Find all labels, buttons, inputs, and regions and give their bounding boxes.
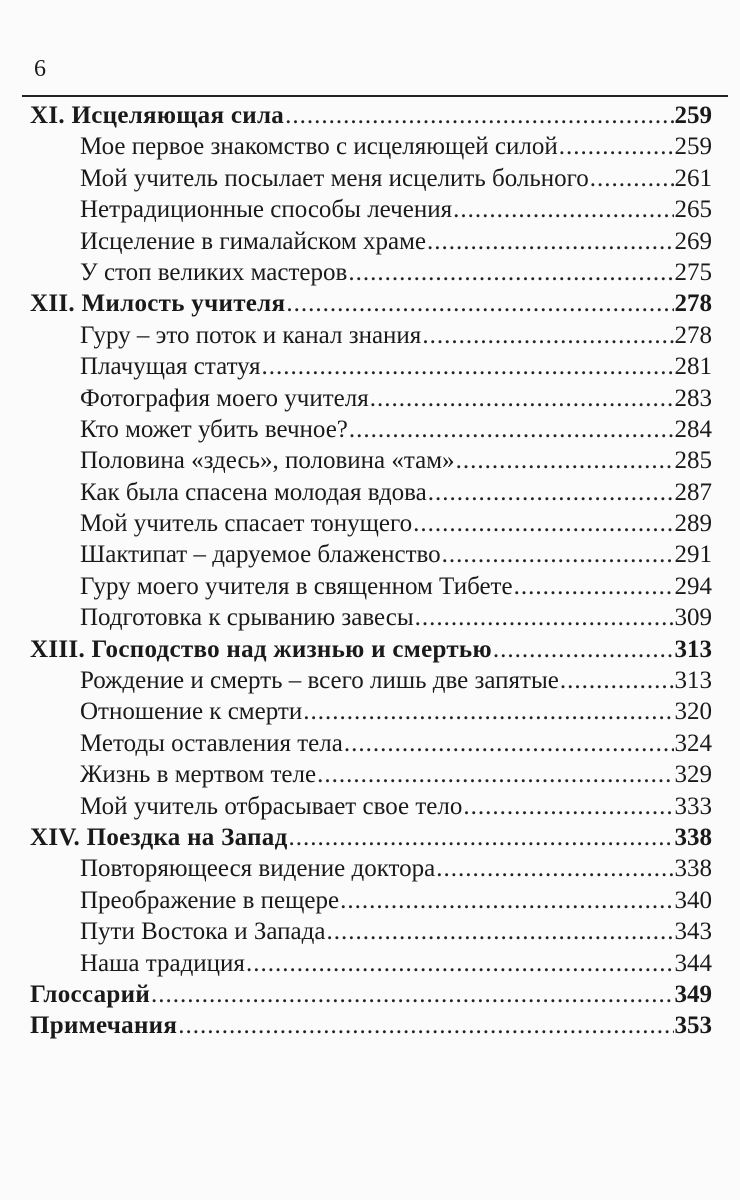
toc-entry-page: 281 bbox=[674, 353, 712, 381]
toc-entry-title: Примечания bbox=[30, 1012, 178, 1040]
toc-section-entry bbox=[30, 602, 712, 633]
dot-leader bbox=[317, 759, 673, 790]
toc-entry-page: 285 bbox=[674, 447, 712, 475]
toc-entry-title: У стоп великих мастеров bbox=[80, 258, 348, 286]
dot-leader bbox=[262, 351, 674, 382]
toc-entry-title: Как была спасена молодая вдова bbox=[80, 478, 427, 506]
toc-entry-page: 324 bbox=[674, 729, 712, 757]
toc-entry-page: 353 bbox=[674, 1012, 712, 1040]
toc-entry-page: 338 bbox=[674, 855, 712, 883]
toc-entry-page: 343 bbox=[674, 918, 712, 946]
dot-leader bbox=[303, 696, 673, 727]
dot-leader bbox=[453, 194, 673, 225]
toc-section-entry bbox=[30, 539, 712, 570]
toc-chapter-entry bbox=[30, 288, 712, 319]
toc-entry-title: Подготовка к срыванию завесы bbox=[80, 604, 414, 632]
toc-entry-title: Нетрадиционные способы лечения bbox=[80, 196, 453, 224]
toc-entry-page: 344 bbox=[674, 949, 712, 977]
dot-leader bbox=[463, 791, 673, 822]
toc-entry-page: 265 bbox=[674, 196, 712, 224]
toc-entry-title: Плачущая статуя bbox=[80, 353, 261, 381]
toc-section-entry bbox=[30, 194, 712, 225]
toc-chapter-entry bbox=[30, 634, 712, 665]
dot-leader bbox=[442, 539, 674, 570]
toc-entry-page: 261 bbox=[674, 164, 712, 192]
toc-entry-title: Мой учитель посылает меня исцелить больного bbox=[80, 164, 589, 192]
toc-entry-page: 329 bbox=[674, 761, 712, 789]
toc-section-entry bbox=[30, 665, 712, 696]
toc-entry-title: Преображение в пещере bbox=[80, 886, 340, 914]
toc-chapter-entry bbox=[30, 979, 712, 1010]
toc-entry-page: 269 bbox=[674, 227, 712, 255]
toc-chapter-entry bbox=[30, 100, 712, 131]
toc-entry-title: XII. Милость учителя bbox=[30, 290, 286, 318]
toc-entry-page: 259 bbox=[674, 133, 712, 161]
toc-section-entry bbox=[30, 916, 712, 947]
toc-section-entry bbox=[30, 853, 712, 884]
toc-entry-title: Гуру моего учителя в священном Тибете bbox=[80, 572, 513, 600]
toc-section-entry bbox=[30, 131, 712, 162]
toc-section-entry bbox=[30, 226, 712, 257]
toc-entry-title: Фотография моего учителя bbox=[80, 384, 369, 412]
toc-entry-title: Глоссарий bbox=[30, 980, 151, 1008]
toc-entry-page: 340 bbox=[674, 886, 712, 914]
toc-section-entry bbox=[30, 508, 712, 539]
toc-entry-title: Отношение к смерти bbox=[80, 698, 303, 726]
dot-leader bbox=[285, 100, 673, 131]
toc-entry-page: 338 bbox=[674, 823, 712, 851]
dot-leader bbox=[349, 414, 674, 445]
toc-section-entry bbox=[30, 257, 712, 288]
toc-entry-page: 333 bbox=[674, 792, 712, 820]
toc-section-entry bbox=[30, 414, 712, 445]
toc-section-entry bbox=[30, 477, 712, 508]
dot-leader bbox=[344, 728, 674, 759]
toc-entry-title: Жизнь в мертвом теле bbox=[80, 761, 317, 789]
toc-entry-title: Пути Востока и Запада bbox=[80, 918, 326, 946]
toc-section-entry bbox=[30, 885, 712, 916]
toc-section-entry bbox=[30, 571, 712, 602]
toc-section-entry bbox=[30, 696, 712, 727]
dot-leader bbox=[590, 163, 674, 194]
toc-entry-title: Шактипат – даруемое блаженство bbox=[80, 541, 441, 569]
dot-leader bbox=[289, 822, 674, 853]
toc-entry-page: 259 bbox=[674, 102, 712, 129]
dot-leader bbox=[246, 948, 674, 979]
dot-leader bbox=[559, 131, 674, 162]
toc-section-entry bbox=[30, 383, 712, 414]
toc-entry-title: Мое первое знакомство с исцеляющей силой bbox=[80, 133, 558, 161]
toc-entry-page: 275 bbox=[674, 258, 712, 286]
toc-section-entry bbox=[30, 948, 712, 979]
table-of-contents bbox=[30, 100, 712, 1042]
toc-section-entry bbox=[30, 791, 712, 822]
dot-leader bbox=[178, 1010, 673, 1041]
toc-chapter-entry bbox=[30, 1010, 712, 1041]
toc-section-entry bbox=[30, 728, 712, 759]
toc-entry-title: Повторяющееся видение доктора bbox=[80, 855, 436, 883]
dot-leader bbox=[151, 979, 673, 1010]
toc-entry-page: 320 bbox=[674, 698, 712, 726]
toc-entry-page: 289 bbox=[674, 510, 712, 538]
dot-leader bbox=[370, 383, 674, 414]
dot-leader bbox=[340, 885, 673, 916]
toc-chapter-entry bbox=[30, 822, 712, 853]
toc-entry-title: Исцеление в гималайском храме bbox=[80, 227, 426, 255]
toc-entry-page: 278 bbox=[674, 290, 712, 318]
dot-leader bbox=[428, 477, 674, 508]
dot-leader bbox=[415, 602, 674, 633]
dot-leader bbox=[427, 226, 674, 257]
toc-entry-page: 283 bbox=[674, 384, 712, 412]
dot-leader bbox=[413, 508, 673, 539]
toc-entry-title: XIII. Господство над жизнью и смертью bbox=[30, 635, 492, 663]
dot-leader bbox=[422, 320, 673, 351]
toc-entry-title: Кто может убить вечное? bbox=[80, 415, 348, 443]
toc-entry-page: 313 bbox=[674, 635, 712, 663]
toc-entry-page: 278 bbox=[674, 321, 712, 349]
toc-entry-title: Методы оставления тела bbox=[80, 729, 343, 757]
dot-leader bbox=[456, 445, 674, 476]
toc-entry-page: 294 bbox=[674, 572, 712, 600]
toc-entry-page: 313 bbox=[674, 667, 712, 695]
dot-leader bbox=[493, 634, 674, 665]
toc-entry-page: 287 bbox=[674, 478, 712, 506]
toc-section-entry bbox=[30, 351, 712, 382]
toc-entry-title: Половина «здесь», половина «там» bbox=[80, 447, 455, 475]
toc-entry-title: Рождение и смерть – всего лишь две запятые bbox=[80, 667, 559, 695]
toc-entry-page: 309 bbox=[674, 604, 712, 632]
page-number: 6 bbox=[34, 56, 46, 82]
toc-section-entry bbox=[30, 163, 712, 194]
dot-leader bbox=[436, 853, 673, 884]
toc-entry-title: XIV. Поездка на Запад bbox=[30, 823, 288, 851]
dot-leader bbox=[348, 257, 673, 288]
toc-entry-page: 349 bbox=[674, 980, 712, 1008]
dot-leader bbox=[286, 288, 673, 319]
toc-entry-page: 284 bbox=[674, 415, 712, 443]
toc-entry-title: Наша традиция bbox=[80, 949, 245, 977]
toc-entry-page: 291 bbox=[674, 541, 712, 569]
toc-section-entry bbox=[30, 320, 712, 351]
toc-section-entry bbox=[30, 759, 712, 790]
toc-entry-title: Гуру – это поток и канал знания bbox=[80, 321, 422, 349]
toc-entry-title: Мой учитель спасает тонущего bbox=[80, 510, 413, 538]
dot-leader bbox=[326, 916, 673, 947]
dot-leader bbox=[560, 665, 674, 696]
header-rule bbox=[22, 95, 728, 97]
toc-entry-title: XI. Исцеляющая сила bbox=[30, 102, 285, 129]
toc-entry-title: Мой учитель отбрасывает свое тело bbox=[80, 792, 463, 820]
dot-leader bbox=[514, 571, 674, 602]
toc-section-entry bbox=[30, 445, 712, 476]
